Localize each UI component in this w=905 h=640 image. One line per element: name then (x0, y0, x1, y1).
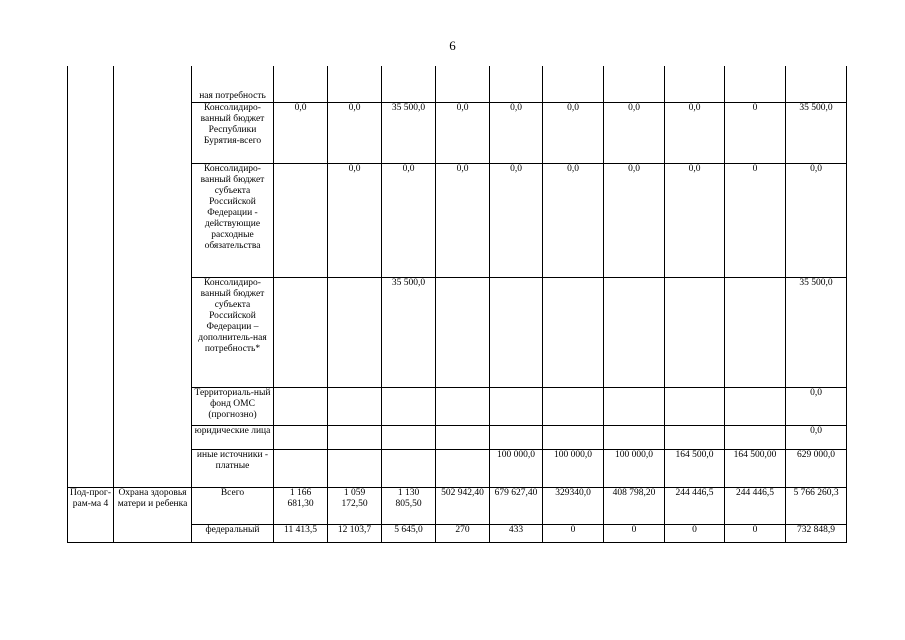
value-cell: 12 103,7 (328, 524, 382, 542)
name-cell-empty (114, 66, 192, 487)
value-cell (436, 277, 490, 387)
value-cell (436, 387, 490, 425)
value-cell (328, 277, 382, 387)
value-cell (543, 277, 604, 387)
table-row (68, 66, 847, 102)
value-cell: 0,0 (490, 163, 543, 277)
value-cell: 0,0 (436, 163, 490, 277)
value-cell (436, 66, 490, 102)
value-cell: 0,0 (786, 163, 847, 277)
value-cell: 0 (543, 524, 604, 542)
value-cell: 0,0 (328, 163, 382, 277)
value-cell: 0,0 (436, 102, 490, 163)
value-cell (490, 387, 543, 425)
value-cell (543, 425, 604, 449)
value-cell: 0 (725, 102, 786, 163)
table-row (68, 487, 847, 524)
budget-table (67, 66, 847, 543)
value-cell: 502 942,40 (436, 487, 490, 524)
value-cell (604, 387, 665, 425)
value-cell (382, 66, 436, 102)
value-cell: 0 (665, 524, 725, 542)
value-cell: 0,0 (543, 102, 604, 163)
subprogram-cell-empty (68, 66, 114, 487)
value-cell: 0,0 (274, 102, 328, 163)
source-cell: иные источники - платные (192, 449, 274, 487)
subprogram-name: Охрана здоровья матери и ребенка (114, 487, 192, 542)
value-cell (786, 66, 847, 102)
value-cell: 100 000,0 (543, 449, 604, 487)
value-cell: 244 446,5 (725, 487, 786, 524)
value-cell (274, 66, 328, 102)
value-cell (328, 449, 382, 487)
value-cell (490, 277, 543, 387)
value-cell: 0,0 (382, 163, 436, 277)
value-cell (490, 425, 543, 449)
value-cell (328, 66, 382, 102)
value-cell: 35 500,0 (786, 102, 847, 163)
value-cell (725, 425, 786, 449)
value-cell (382, 425, 436, 449)
value-cell: 5 766 260,3 (786, 487, 847, 524)
page-number: 6 (449, 38, 456, 53)
value-cell: 100 000,0 (604, 449, 665, 487)
value-cell (490, 66, 543, 102)
value-cell (274, 387, 328, 425)
value-cell (725, 66, 786, 102)
value-cell: 5 645,0 (382, 524, 436, 542)
value-cell (604, 277, 665, 387)
value-cell (436, 449, 490, 487)
value-cell: 629 000,0 (786, 449, 847, 487)
value-cell (543, 66, 604, 102)
source-cell: Территориаль-ный фонд ОМС (прогнозно) (192, 387, 274, 425)
value-cell (665, 66, 725, 102)
value-cell (604, 425, 665, 449)
value-cell: 100 000,0 (490, 449, 543, 487)
value-cell (274, 277, 328, 387)
source-cell: Консолидиро-ванный бюджет субъекта Российской Федерации – дополнитель-ная потребность* (192, 277, 274, 387)
value-cell (328, 425, 382, 449)
value-cell (665, 277, 725, 387)
value-cell (382, 449, 436, 487)
value-cell: 35 500,0 (786, 277, 847, 387)
source-cell: Консолидиро-ванный бюджет Республики Бурятия-всего (192, 102, 274, 163)
value-cell (274, 425, 328, 449)
value-cell: 0,0 (543, 163, 604, 277)
value-cell: 1 130 805,50 (382, 487, 436, 524)
value-cell: 0 (604, 524, 665, 542)
value-cell (725, 387, 786, 425)
value-cell: 164 500,00 (725, 449, 786, 487)
value-cell: 0,0 (328, 102, 382, 163)
value-cell (604, 66, 665, 102)
value-cell: 0,0 (604, 102, 665, 163)
value-cell: 329340,0 (543, 487, 604, 524)
value-cell: 244 446,5 (665, 487, 725, 524)
value-cell (665, 387, 725, 425)
value-cell (665, 425, 725, 449)
value-cell: 0,0 (665, 163, 725, 277)
value-cell: 0 (725, 163, 786, 277)
value-cell: 0,0 (490, 102, 543, 163)
value-cell: 732 848,9 (786, 524, 847, 542)
value-cell (543, 387, 604, 425)
value-cell: 0,0 (665, 102, 725, 163)
value-cell (436, 425, 490, 449)
value-cell: 679 627,40 (490, 487, 543, 524)
source-cell: Всего (192, 487, 274, 524)
value-cell: 270 (436, 524, 490, 542)
value-cell (328, 387, 382, 425)
value-cell: 35 500,0 (382, 102, 436, 163)
value-cell (725, 277, 786, 387)
value-cell (274, 449, 328, 487)
value-cell: 0,0 (786, 387, 847, 425)
subprogram-label: Под-прог-рам-ма 4 (68, 487, 114, 542)
value-cell: 35 500,0 (382, 277, 436, 387)
value-cell: 0,0 (786, 425, 847, 449)
source-cell: федеральный (192, 524, 274, 542)
value-cell: 11 413,5 (274, 524, 328, 542)
value-cell: 0,0 (604, 163, 665, 277)
value-cell: 0 (725, 524, 786, 542)
value-cell: 433 (490, 524, 543, 542)
value-cell (274, 163, 328, 277)
source-cell: Консолидиро-ванный бюджет субъекта Российской Федерации - действующие расходные обязательства (192, 163, 274, 277)
value-cell: 408 798,20 (604, 487, 665, 524)
source-cell: ная потребность (192, 66, 274, 102)
value-cell: 1 166 681,30 (274, 487, 328, 524)
source-cell: юридические лица (192, 425, 274, 449)
value-cell (382, 387, 436, 425)
value-cell: 1 059 172,50 (328, 487, 382, 524)
value-cell: 164 500,0 (665, 449, 725, 487)
